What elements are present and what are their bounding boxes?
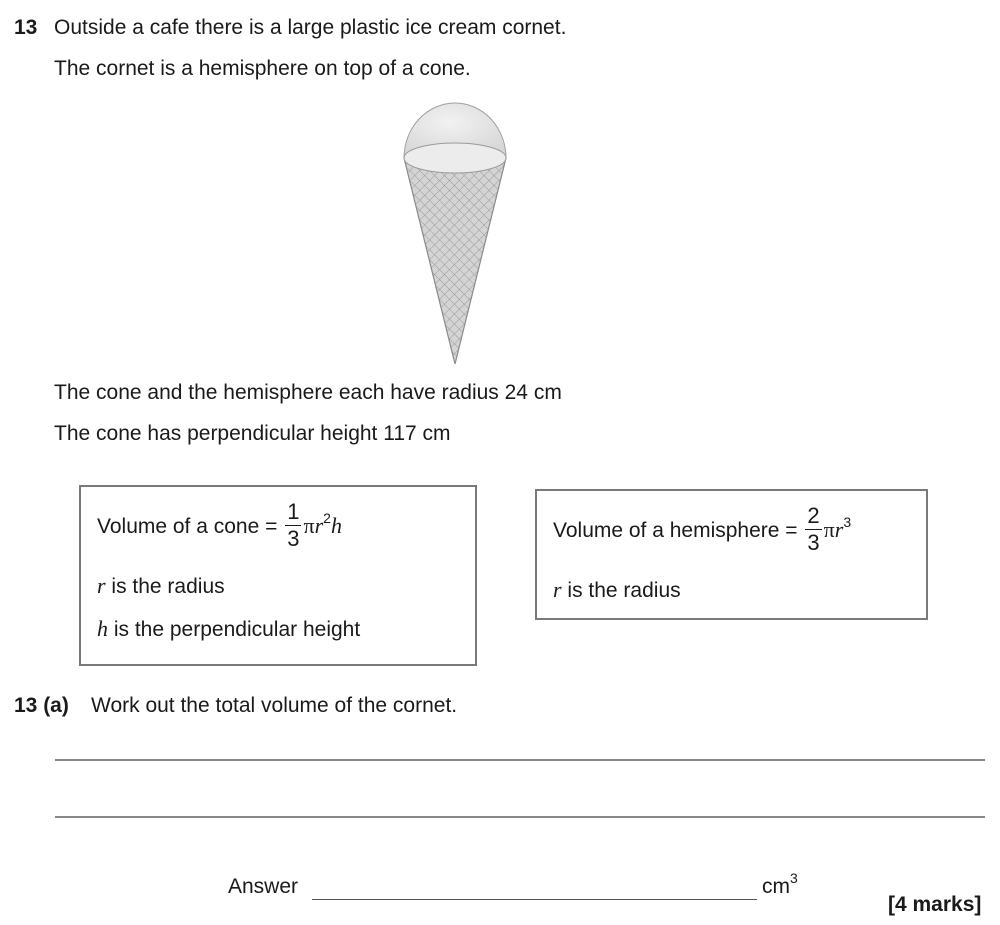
pi-symbol: π bbox=[823, 517, 835, 543]
hemisphere-rim bbox=[404, 143, 506, 173]
answer-label: Answer bbox=[228, 875, 299, 898]
r-exponent: 3 bbox=[843, 514, 852, 531]
working-line-2[interactable] bbox=[55, 816, 985, 818]
question-number: 13 bbox=[14, 16, 38, 39]
cone-formula-prefix: Volume of a cone = bbox=[97, 515, 278, 539]
working-line-1[interactable] bbox=[55, 759, 985, 761]
cone-fraction-denominator: 3 bbox=[287, 526, 300, 551]
r-exponent: 2 bbox=[323, 510, 331, 527]
hemisphere-formula-box bbox=[535, 489, 928, 620]
question-intro-line2: The cornet is a hemisphere on top of a cone. bbox=[54, 57, 471, 80]
hemisphere-formula-prefix: Volume of a hemisphere = bbox=[553, 519, 798, 543]
part-a-question: Work out the total volume of the cornet. bbox=[91, 694, 458, 717]
question-intro-line1: Outside a cafe there is a large plastic ice cream cornet. bbox=[54, 16, 567, 39]
hemisphere-volume-formula bbox=[553, 503, 852, 556]
part-a-label: 13 (a) bbox=[14, 694, 69, 717]
hemisphere-fraction-denominator: 3 bbox=[807, 530, 820, 555]
hemisphere-r-definition bbox=[553, 577, 681, 604]
answer-unit bbox=[762, 870, 798, 900]
unit-text: cm bbox=[762, 875, 790, 898]
marks-label: [4 marks] bbox=[888, 893, 982, 916]
r-description: is the radius bbox=[111, 575, 225, 598]
radius-statement: The cone and the hemisphere each have radius 24 cm bbox=[54, 381, 562, 404]
pi-symbol: π bbox=[303, 513, 315, 539]
cone-h-definition bbox=[97, 616, 360, 643]
h-variable: h bbox=[330, 513, 342, 539]
answer-input-line[interactable] bbox=[312, 899, 757, 900]
cone-r-definition bbox=[97, 573, 225, 600]
cone-shape bbox=[404, 158, 506, 364]
h-symbol: h bbox=[97, 616, 108, 641]
unit-exponent: 3 bbox=[790, 870, 798, 886]
r-description: is the radius bbox=[567, 579, 681, 602]
cone-volume-formula bbox=[97, 499, 342, 552]
h-description: is the perpendicular height bbox=[113, 618, 361, 641]
r-variable: r bbox=[834, 517, 844, 543]
r-symbol: r bbox=[553, 577, 562, 602]
cone-fraction bbox=[285, 501, 301, 550]
hemisphere-fraction bbox=[805, 505, 821, 554]
cone-formula-box bbox=[79, 485, 477, 666]
r-symbol: r bbox=[97, 573, 106, 598]
height-statement: The cone has perpendicular height 117 cm bbox=[54, 422, 451, 445]
r-variable: r bbox=[314, 513, 324, 539]
hemisphere-fraction-numerator: 2 bbox=[807, 503, 820, 528]
cone-fraction-numerator: 1 bbox=[287, 499, 300, 524]
ice-cream-cornet-diagram bbox=[395, 96, 515, 368]
